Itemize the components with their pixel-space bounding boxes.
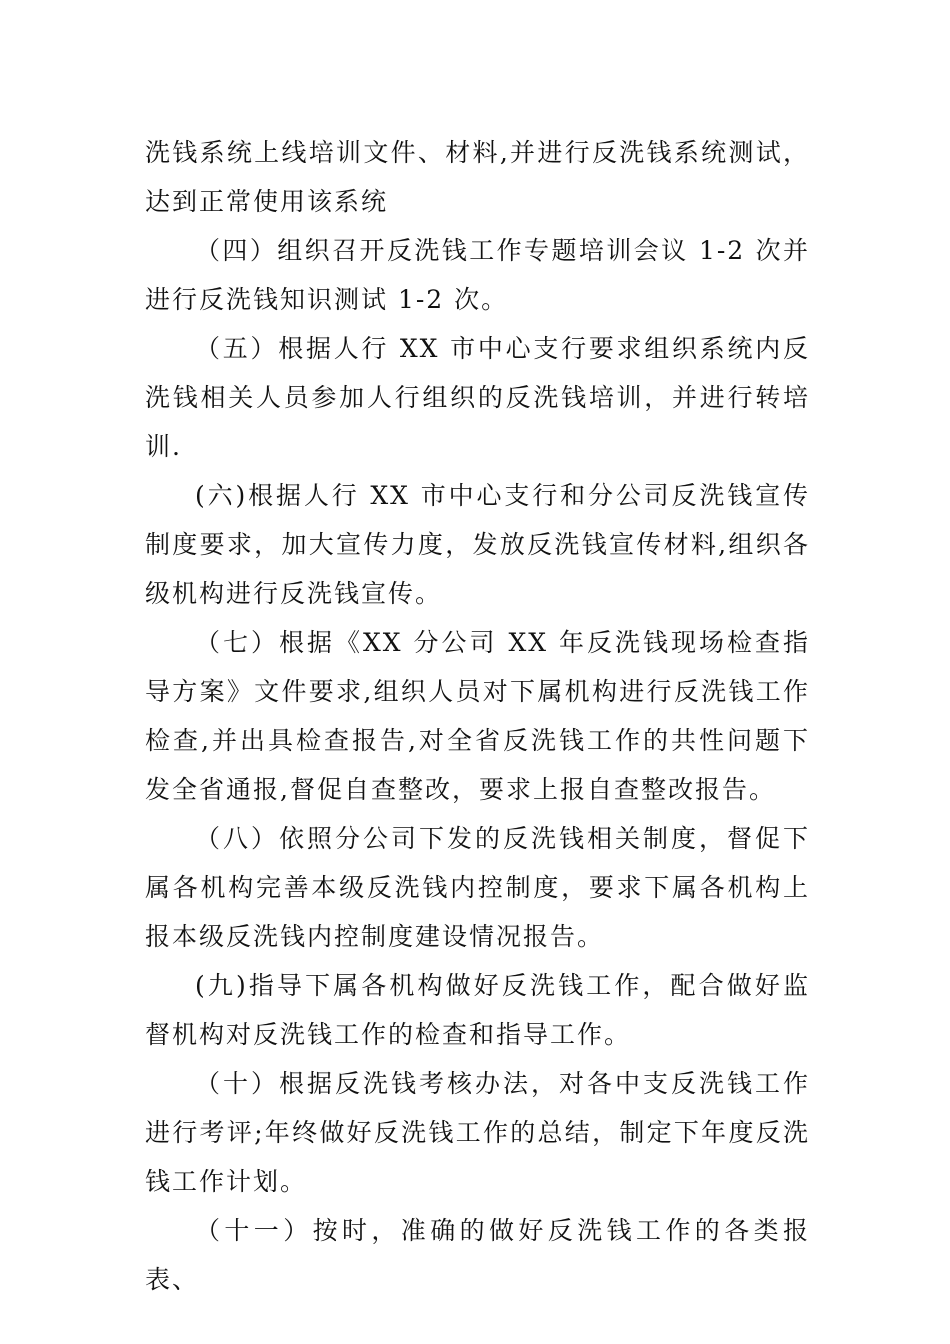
paragraph-item-5: （五）根据人行 XX 市中心支行要求组织系统内反洗钱相关人员参加人行组织的反洗钱培训，并进行转培训. <box>145 334 810 461</box>
paragraph-item-11: （十一）按时，准确的做好反洗钱工作的各类报表、 <box>145 1216 810 1294</box>
paragraph-item-4: （四）组织召开反洗钱工作专题培训会议 1-2 次并进行反洗钱知识测试 1-2 次。 <box>145 236 810 314</box>
paragraph-continuation: 洗钱系统上线培训文件、材料,并进行反洗钱系统测试，达到正常使用该系统 <box>145 138 810 216</box>
paragraph-item-7: （七）根据《XX 分公司 XX 年反洗钱现场检查指导方案》文件要求,组织人员对下属机构进行反洗钱工作检查,并出具检查报告,对全省反洗钱工作的共性问题下发全省通报,督促自查整改，要求上报自查整改报告。 <box>145 628 810 804</box>
paragraph-item-10: （十）根据反洗钱考核办法，对各中支反洗钱工作进行考评;年终做好反洗钱工作的总结，制定下年度反洗钱工作计划。 <box>145 1069 810 1196</box>
paragraph-item-9: (九)指导下属各机构做好反洗钱工作，配合做好监督机构对反洗钱工作的检查和指导工作。 <box>145 971 810 1049</box>
paragraph-item-8: （八）依照分公司下发的反洗钱相关制度，督促下属各机构完善本级反洗钱内控制度，要求下属各机构上报本级反洗钱内控制度建设情况报告。 <box>145 824 810 951</box>
paragraph-item-6: (六)根据人行 XX 市中心支行和分公司反洗钱宣传制度要求，加大宣传力度，发放反洗钱宣传材料,组织各级机构进行反洗钱宣传。 <box>145 481 810 608</box>
document-body <box>145 128 810 1304</box>
